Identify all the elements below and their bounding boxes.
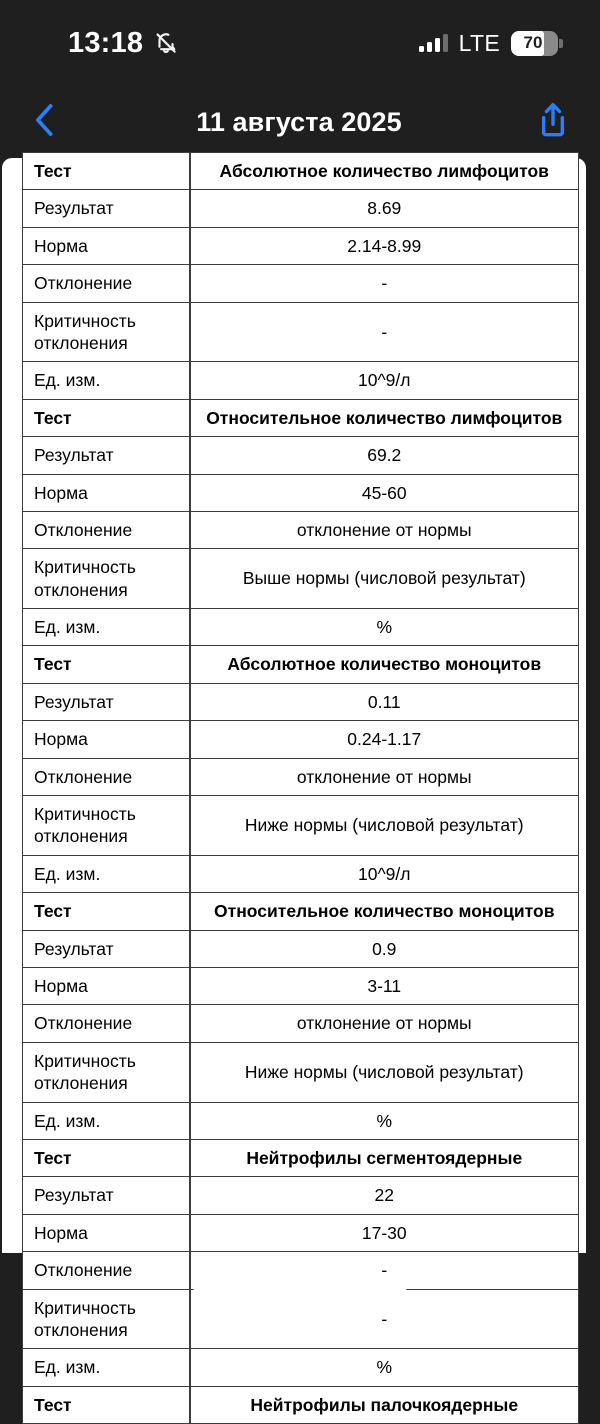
row-value-result: 8.69	[190, 190, 579, 227]
status-bar-right	[419, 30, 558, 57]
share-button[interactable]	[536, 99, 570, 146]
table-row	[23, 721, 579, 758]
table-row	[23, 549, 579, 609]
battery-icon	[511, 31, 558, 56]
row-label-result: Результат	[23, 930, 190, 967]
row-label-deviation: Отклонение	[23, 758, 190, 795]
row-label-result: Результат	[23, 437, 190, 474]
table-row	[23, 511, 579, 548]
status-bar-left	[68, 26, 179, 59]
row-label-norm: Норма	[23, 1214, 190, 1251]
table-row	[23, 796, 579, 856]
table-row	[23, 1289, 579, 1349]
page-title: 11 августа 2025	[196, 106, 402, 137]
row-label-norm: Норма	[23, 721, 190, 758]
table-row	[23, 474, 579, 511]
row-label-unit: Ед. изм.	[23, 855, 190, 892]
home-indicator[interactable]	[194, 1285, 407, 1292]
table-row	[23, 1139, 579, 1176]
table-row	[23, 1349, 579, 1386]
row-value-test: Абсолютное количество моноцитов	[190, 646, 579, 683]
back-button[interactable]	[28, 100, 62, 145]
row-value-test: Нейтрофилы сегментоядерные	[190, 1139, 579, 1176]
row-label-criticality: Критичность отклонения	[23, 302, 190, 362]
row-value-deviation: отклонение от нормы	[190, 511, 579, 548]
row-label-result: Результат	[23, 190, 190, 227]
row-value-result: 0.9	[190, 930, 579, 967]
row-value-criticality: Выше нормы (числовой результат)	[190, 549, 579, 609]
row-label-test: Тест	[23, 646, 190, 683]
row-value-result: 0.11	[190, 683, 579, 720]
row-value-unit: %	[190, 609, 579, 646]
row-value-deviation: -	[190, 265, 579, 302]
table-row	[23, 399, 579, 436]
row-label-unit: Ед. изм.	[23, 362, 190, 399]
table-row	[23, 1042, 579, 1102]
table-row	[23, 265, 579, 302]
row-value-norm: 0.24-1.17	[190, 721, 579, 758]
table-row	[23, 1386, 579, 1423]
row-label-result: Результат	[23, 1177, 190, 1214]
table-row	[23, 683, 579, 720]
row-value-test: Нейтрофилы палочкоядерные	[190, 1386, 579, 1423]
battery-percent-label: 70	[523, 33, 543, 52]
row-value-deviation: -	[190, 1252, 579, 1289]
table-row	[23, 967, 579, 1004]
table-row	[23, 855, 579, 892]
table-row	[23, 1102, 579, 1139]
row-value-criticality: Ниже нормы (числовой результат)	[190, 796, 579, 856]
row-value-result: 69.2	[190, 437, 579, 474]
row-value-deviation: отклонение от нормы	[190, 1005, 579, 1042]
row-value-deviation: отклонение от нормы	[190, 758, 579, 795]
table-row	[23, 227, 579, 264]
row-value-criticality: -	[190, 1289, 579, 1349]
row-value-result: 22	[190, 1177, 579, 1214]
row-value-norm: 3-11	[190, 967, 579, 1004]
row-value-unit: 10^9/л	[190, 362, 579, 399]
row-value-norm: 2.14-8.99	[190, 227, 579, 264]
row-label-deviation: Отклонение	[23, 265, 190, 302]
table-row	[23, 758, 579, 795]
row-label-unit: Ед. изм.	[23, 1102, 190, 1139]
row-label-criticality: Критичность отклонения	[23, 1289, 190, 1349]
document-page[interactable]	[2, 158, 586, 1415]
table-row	[23, 1177, 579, 1214]
row-label-criticality: Критичность отклонения	[23, 796, 190, 856]
row-value-test: Относительное количество моноцитов	[190, 893, 579, 930]
battery-cap	[559, 39, 563, 48]
network-type-label: LTE	[458, 29, 500, 56]
table-row	[23, 609, 579, 646]
table-row	[23, 302, 579, 362]
row-value-criticality: -	[190, 302, 579, 362]
row-label-deviation: Отклонение	[23, 1252, 190, 1289]
table-row	[23, 1214, 579, 1251]
row-label-unit: Ед. изм.	[23, 609, 190, 646]
row-value-unit: 10^9/л	[190, 855, 579, 892]
lab-results-body	[23, 153, 579, 1424]
row-value-test: Относительное количество лимфоцитов	[190, 399, 579, 436]
row-label-unit: Ед. изм.	[23, 1349, 190, 1386]
row-value-test: Абсолютное количество лимфоцитов	[190, 153, 579, 190]
row-label-norm: Норма	[23, 474, 190, 511]
table-row	[23, 930, 579, 967]
row-value-unit: %	[190, 1102, 579, 1139]
row-label-test: Тест	[23, 153, 190, 190]
status-time: 13:18	[68, 26, 144, 59]
navigation-bar	[0, 86, 600, 158]
row-label-norm: Норма	[23, 967, 190, 1004]
row-label-criticality: Критичность отклонения	[23, 549, 190, 609]
row-label-test: Тест	[23, 399, 190, 436]
row-value-criticality: Ниже нормы (числовой результат)	[190, 1042, 579, 1102]
table-row	[23, 362, 579, 399]
table-row	[23, 153, 579, 190]
lab-results-table	[22, 152, 579, 1424]
status-bar	[0, 0, 600, 86]
table-row	[23, 437, 579, 474]
table-row	[23, 893, 579, 930]
row-label-criticality: Критичность отклонения	[23, 1042, 190, 1102]
row-value-unit: %	[190, 1349, 579, 1386]
row-label-deviation: Отклонение	[23, 1005, 190, 1042]
row-label-result: Результат	[23, 683, 190, 720]
cellular-signal-icon	[419, 34, 448, 52]
row-value-norm: 17-30	[190, 1214, 579, 1251]
row-label-test: Тест	[23, 893, 190, 930]
bell-slash-icon	[153, 30, 179, 56]
row-label-test: Тест	[23, 1386, 190, 1423]
table-row	[23, 1252, 579, 1289]
row-value-norm: 45-60	[190, 474, 579, 511]
table-row	[23, 190, 579, 227]
row-label-deviation: Отклонение	[23, 511, 190, 548]
row-label-test: Тест	[23, 1139, 190, 1176]
row-label-norm: Норма	[23, 227, 190, 264]
table-row	[23, 646, 579, 683]
table-row	[23, 1005, 579, 1042]
